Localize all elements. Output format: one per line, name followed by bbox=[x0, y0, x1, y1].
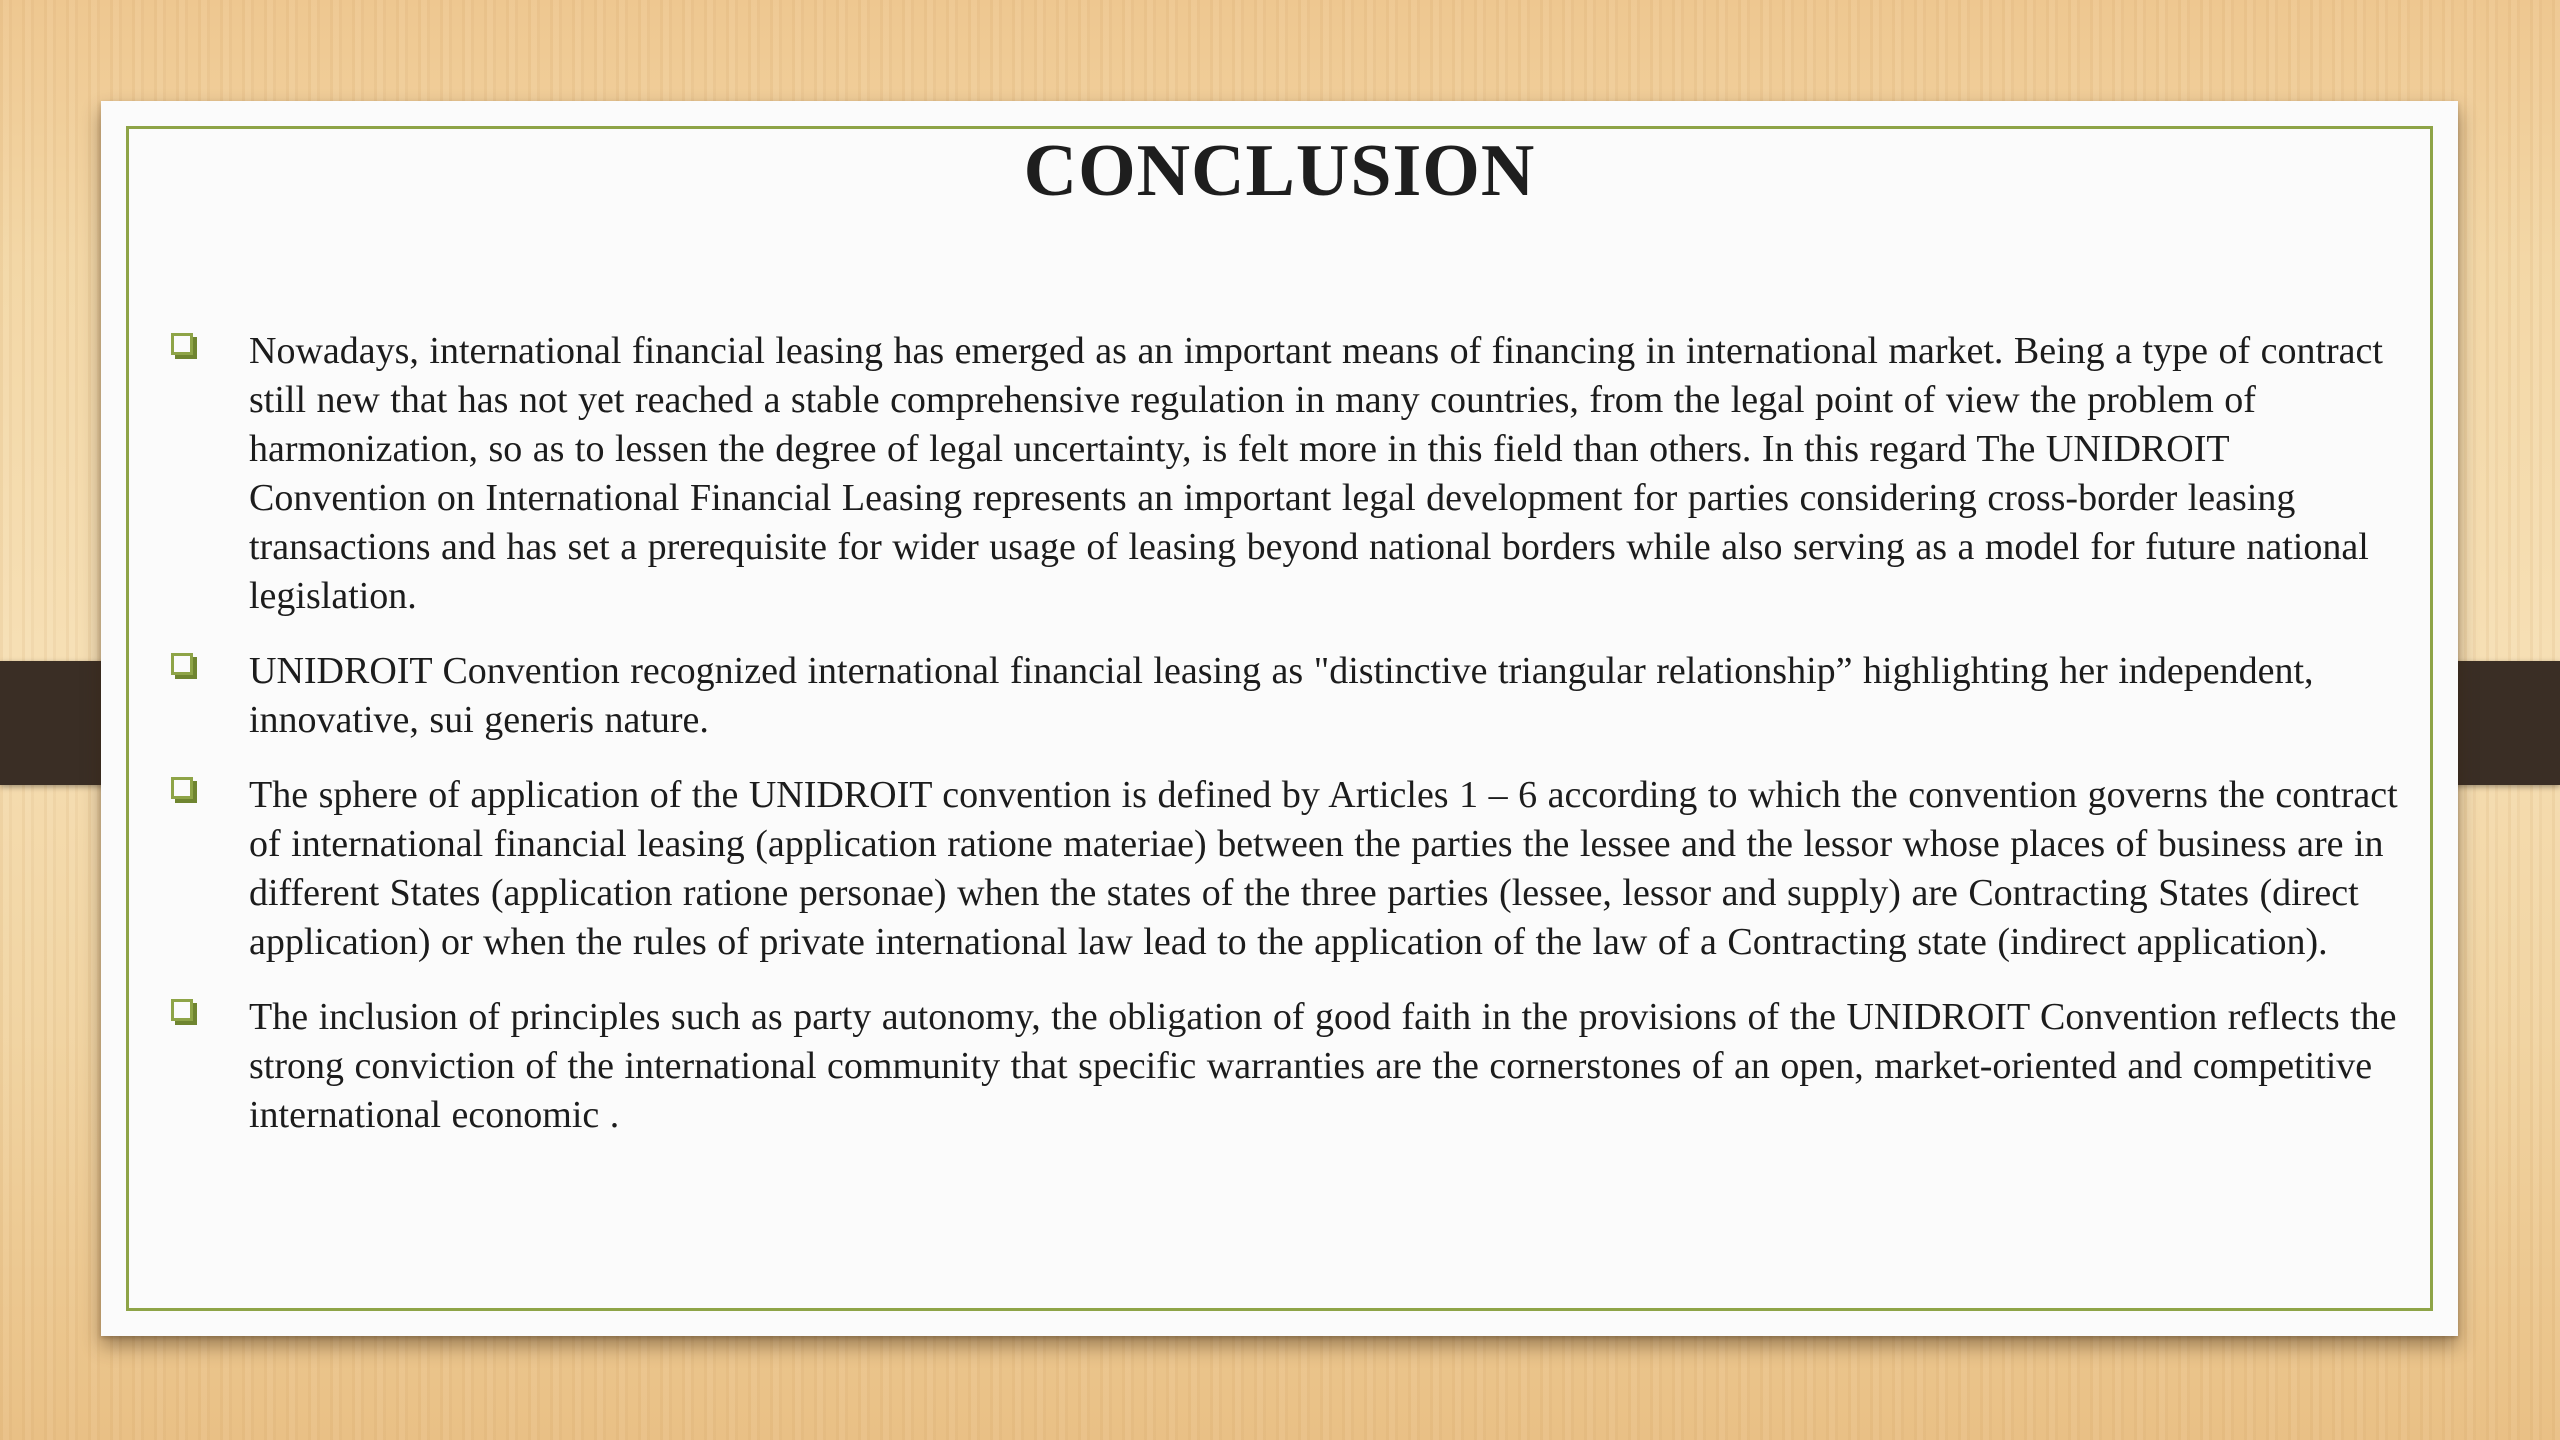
hollow-square-bullet-icon bbox=[171, 999, 199, 1027]
bullet-item bbox=[171, 993, 2398, 1140]
bullet-item bbox=[171, 771, 2398, 967]
bullet-text: UNIDROIT Convention recognized international financial leasing as "distinctive triangular relationship” highlighting her independent, innovative, sui generis nature. bbox=[249, 650, 2314, 741]
hollow-square-bullet-icon bbox=[171, 653, 199, 681]
bullet-text: Nowadays, international financial leasing has emerged as an important means of financing in international market. Being a type of contract still new that has not yet reached a stable comprehensive regulation in many countries, from the legal point of view the problem of harmonization, so as to lessen the degree of legal uncertainty, is felt more in this field than others. In this regard The UNIDROIT Convention on International Financial Leasing represents an important legal development for parties considering cross-border leasing transactions and has set a prerequisite for wider usage of leasing beyond national borders while also serving as a model for future national legislation. bbox=[249, 330, 2383, 617]
bullet-text: The inclusion of principles such as party autonomy, the obligation of good faith in the provisions of the UNIDROIT Convention reflects the strong conviction of the international community that specific warranties are the cornerstones of an open, market-oriented and competitive international economic . bbox=[249, 996, 2397, 1136]
bullet-item bbox=[171, 327, 2398, 621]
hollow-square-bullet-icon bbox=[171, 333, 199, 361]
bullet-text: The sphere of application of the UNIDROIT convention is defined by Articles 1 – 6 according to which the convention governs the contract of international financial leasing (application ratione materiae) between the parties the lessee and the lessor whose places of business are in different States (application ratione personae) when the states of the three parties (lessee, lessor and supply) are Contracting States (direct application) or when the rules of private international law lead to the application of the law of a Contracting state (indirect application). bbox=[249, 774, 2398, 963]
bullet-item bbox=[171, 647, 2398, 745]
hollow-square-bullet-icon bbox=[171, 777, 199, 805]
bullet-list bbox=[171, 327, 2398, 1166]
slide bbox=[101, 101, 2458, 1336]
slide-title: CONCLUSION bbox=[1023, 130, 1536, 212]
